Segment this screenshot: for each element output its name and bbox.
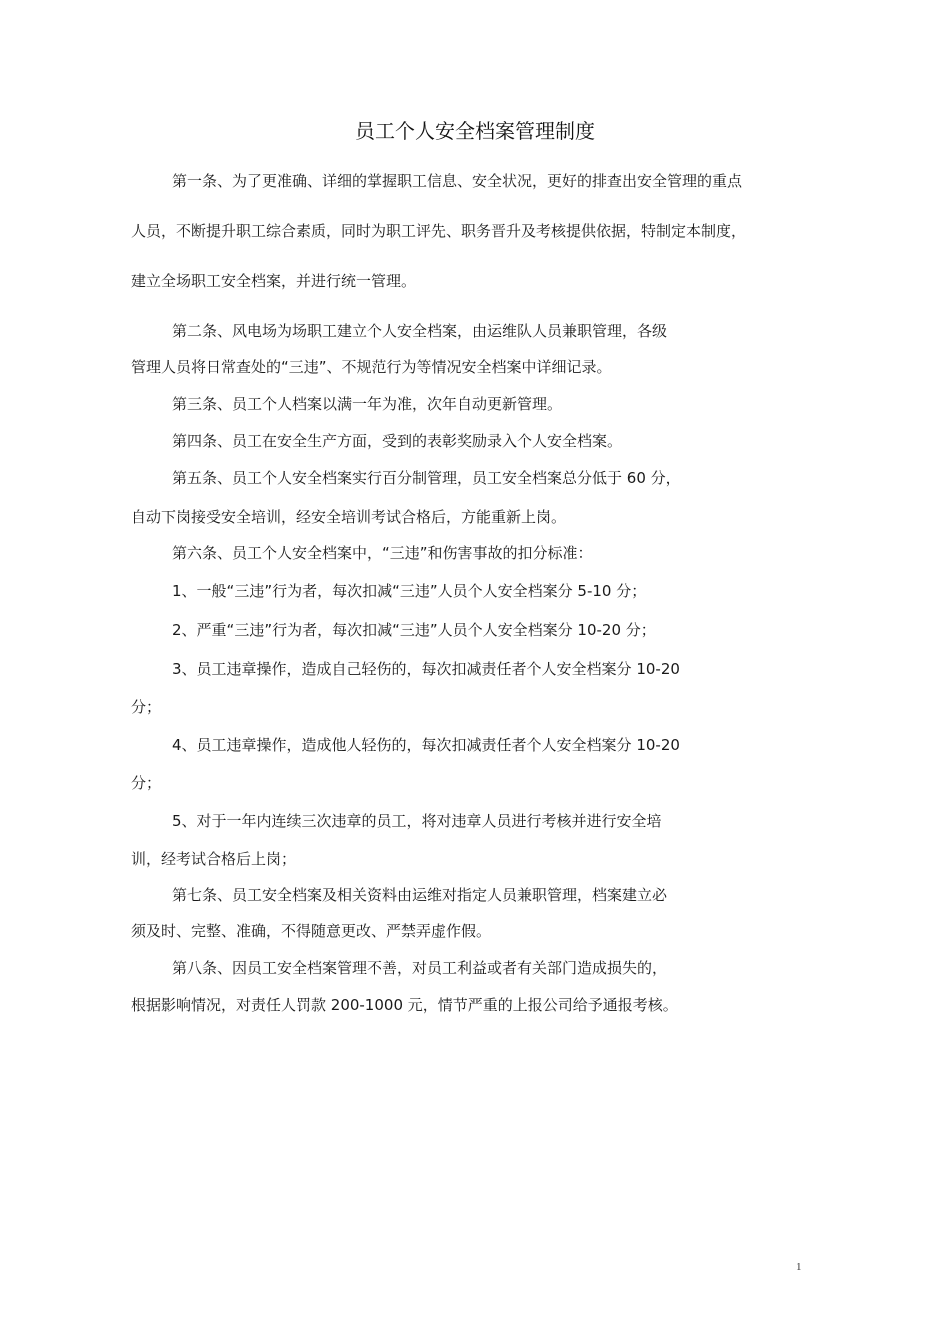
paragraph-line: 须及时、完整、准确，不得随意更改、严禁弄虚作假。 xyxy=(131,922,492,940)
paragraph-line: 分； xyxy=(131,698,162,716)
paragraph-line: 第二条、风电场为场职工建立个人安全档案，由运维队人员兼职管理，各级 xyxy=(172,322,668,340)
paragraph-line: 4、员工违章操作，造成他人轻伤的，每次扣减责任者个人安全档案分 10-20 xyxy=(172,736,680,754)
paragraph-line: 管理人员将日常查处的“三违”、不规范行为等情况安全档案中详细记录。 xyxy=(131,358,612,376)
page-number: 1 xyxy=(796,1261,802,1273)
document-title: 员工个人安全档案管理制度 xyxy=(355,119,595,143)
paragraph-line: 建立全场职工安全档案，并进行统一管理。 xyxy=(131,272,417,290)
paragraph-line: 分； xyxy=(131,774,162,792)
paragraph-line: 1、一般“三违”行为者，每次扣减“三违”人员个人安全档案分 5-10 分； xyxy=(172,582,647,600)
paragraph-line: 训，经考试合格后上岗； xyxy=(131,850,297,868)
paragraph-line: 第三条、员工个人档案以满一年为准，次年自动更新管理。 xyxy=(172,395,563,413)
paragraph-line: 第一条、为了更准确、详细的掌握职工信息、安全状况，更好的排查出安全管理的重点 xyxy=(172,172,743,190)
paragraph-line: 5、对于一年内连续三次违章的员工，将对违章人员进行考核并进行安全培 xyxy=(172,812,662,830)
paragraph-line: 人员，不断提升职工综合素质，同时为职工评先、职务晋升及考核提供依据，特制定本制度， xyxy=(131,222,747,240)
paragraph-line: 根据影响情况，对责任人罚款 200-1000 元，情节严重的上报公司给予通报考核。 xyxy=(131,996,678,1014)
paragraph-line: 自动下岗接受安全培训，经安全培训考试合格后，方能重新上岗。 xyxy=(131,508,567,526)
paragraph-line: 3、员工违章操作，造成自己轻伤的，每次扣减责任者个人安全档案分 10-20 xyxy=(172,660,680,678)
paragraph-line: 第八条、因员工安全档案管理不善，对员工利益或者有关部门造成损失的， xyxy=(172,959,668,977)
paragraph-line: 第七条、员工安全档案及相关资料由运维对指定人员兼职管理，档案建立必 xyxy=(172,886,668,904)
paragraph-line: 2、严重“三违”行为者，每次扣减“三违”人员个人安全档案分 10-20 分； xyxy=(172,621,656,639)
paragraph-line: 第四条、员工在安全生产方面，受到的表彰奖励录入个人安全档案。 xyxy=(172,432,623,450)
paragraph-line: 第五条、员工个人安全档案实行百分制管理，员工安全档案总分低于 60 分， xyxy=(172,469,681,487)
paragraph-line: 第六条、员工个人安全档案中，“三违”和伤害事故的扣分标准： xyxy=(172,544,593,562)
